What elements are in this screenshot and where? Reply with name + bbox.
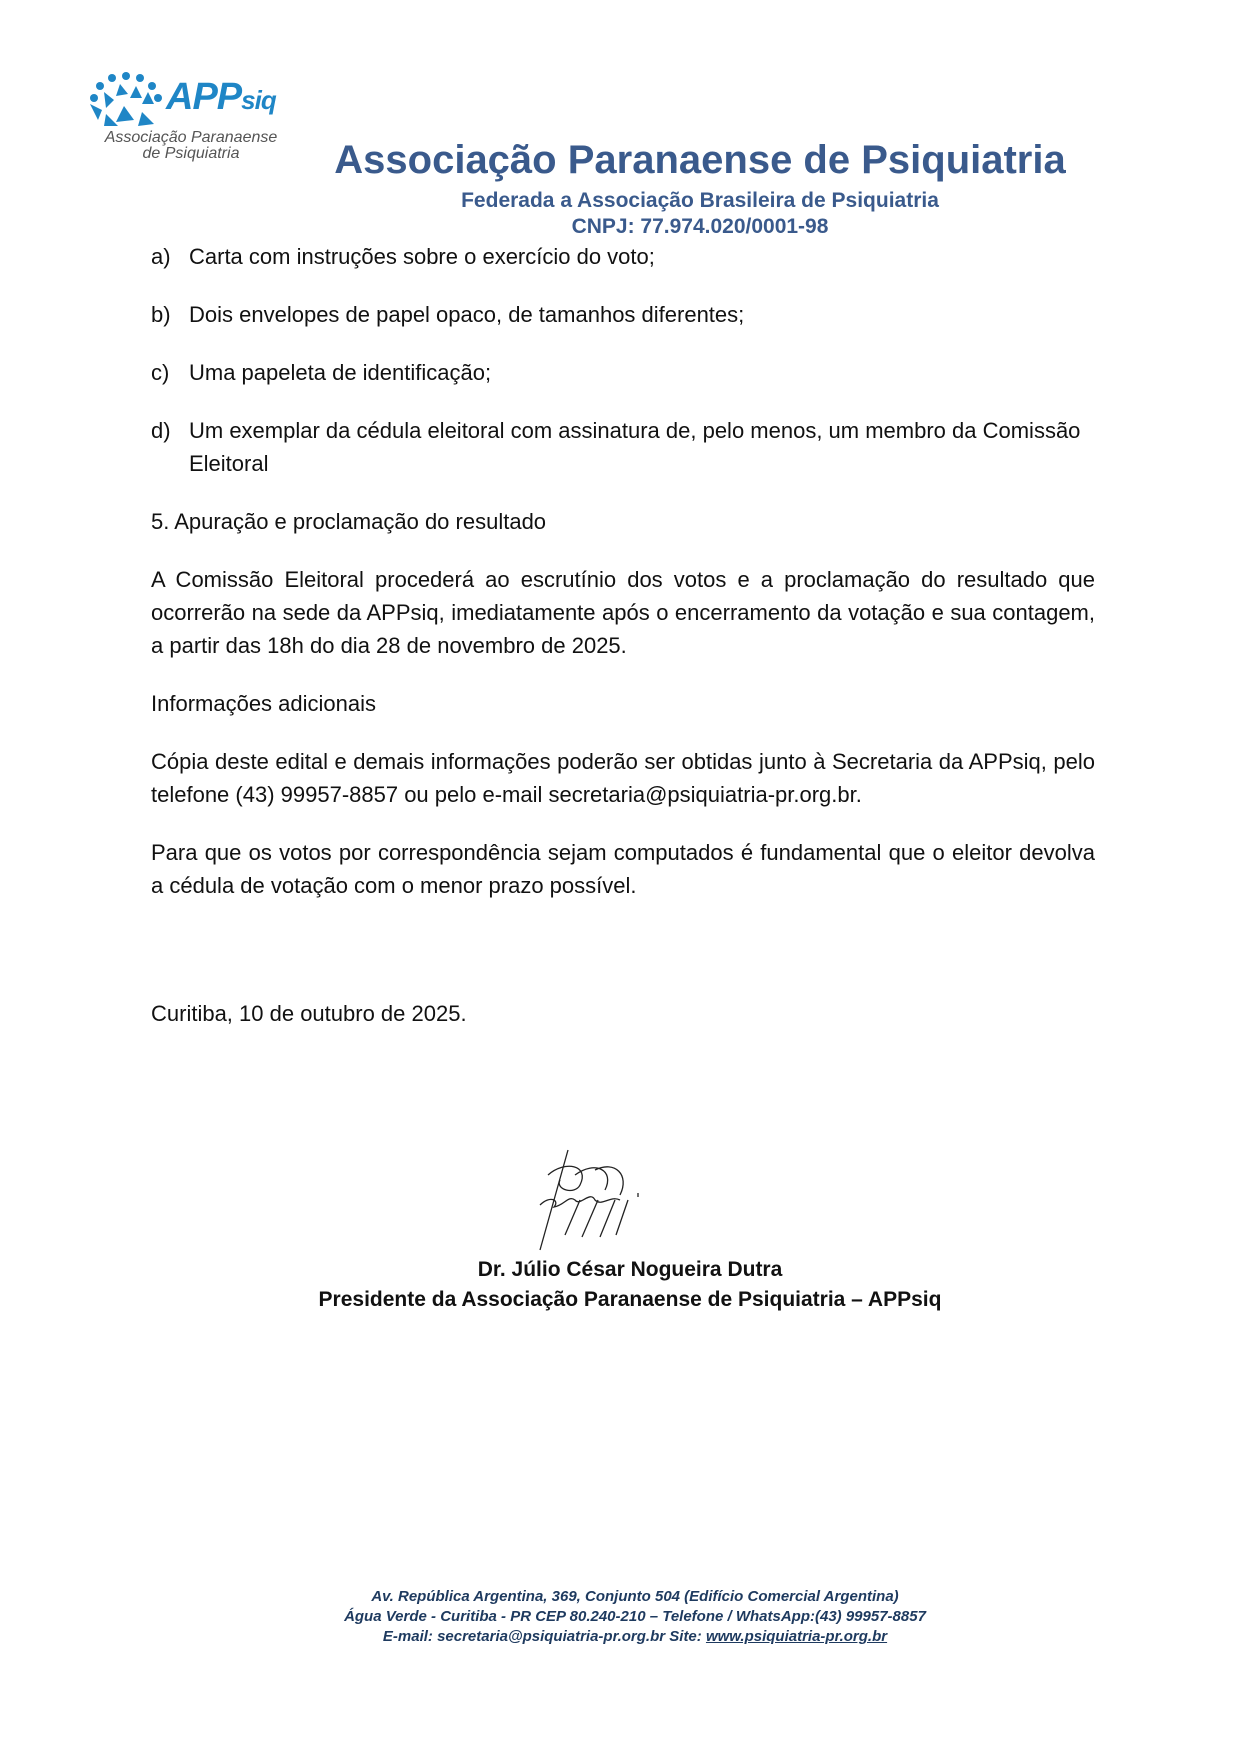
- site-link[interactable]: www.psiquiatria-pr.org.br: [705, 1628, 888, 1645]
- list-item: d) Um exemplar da cédula eleitoral com assinatura de, pelo menos, um membro da Comissão Eleitoral: [151, 418, 1081, 476]
- footer-email-site: E-mail: secretaria@psiquiatria-pr.org.br Site: www.psiquiatria-pr.org.br: [382, 1628, 888, 1645]
- header-cnpj: CNPJ: 77.974.020/0001-98: [571, 215, 829, 238]
- header-subtitle: Federada a Associação Brasileira de Psiquiatria: [461, 189, 939, 212]
- people-circle-icon: [84, 70, 166, 130]
- signature-block: [200, 1255, 1060, 1315]
- logo-brand: APPsiq: [166, 76, 276, 118]
- page-footer: [290, 1587, 980, 1647]
- section-heading: 5. Apuração e proclamação do resultado: [151, 509, 547, 534]
- signature-image: [520, 1145, 670, 1255]
- section-paragraph: A Comissão Eleitoral procederá ao escrutínio dos votos e a proclamação do resultado que ocorrerão na sede da APPsiq, imediatamente após o encerramento da votação e sua contagem, a partir das 18h do dia 28 de novembro de 2025.: [151, 567, 1095, 658]
- page-title: Associação Paranaense de Psiquiatria: [334, 138, 1066, 182]
- footer-contact: Água Verde - Curitiba - PR CEP 80.240-210 – Telefone / WhatsApp:(43) 99957-8857: [344, 1608, 926, 1625]
- list-item: b) Dois envelopes de papel opaco, de tamanhos diferentes;: [151, 302, 745, 327]
- section-heading: Informações adicionais: [151, 691, 377, 716]
- list-item: c) Uma papeleta de identificação;: [151, 360, 492, 385]
- signer-role: Presidente da Associação Paranaense de Psiquiatria – APPsiq: [318, 1288, 942, 1311]
- section-paragraph: Cópia deste edital e demais informações poderão ser obtidas junto à Secretaria da APPsiq, pelo telefone (43) 99957-8857 ou pelo e-mail secretaria@psiquiatria-pr.org.br.: [151, 749, 1095, 807]
- footer-address: Av. República Argentina, 369, Conjunto 504 (Edifício Comercial Argentina): [371, 1588, 899, 1605]
- header-subtitle-block: [300, 188, 1100, 240]
- appsiq-logo: [84, 70, 304, 170]
- place-date: Curitiba, 10 de outubro de 2025.: [151, 1001, 467, 1026]
- signer-name: Dr. Júlio César Nogueira Dutra: [477, 1258, 783, 1281]
- document-body: [151, 240, 1095, 1055]
- list-item: a) Carta com instruções sobre o exercício do voto;: [151, 244, 655, 269]
- section-paragraph: Para que os votos por correspondência sejam computados é fundamental que o eleitor devolva a cédula de votação com o menor prazo possível.: [151, 840, 1095, 898]
- logo-subtitle: Associação Paranaense de Psiquiatria: [104, 129, 278, 162]
